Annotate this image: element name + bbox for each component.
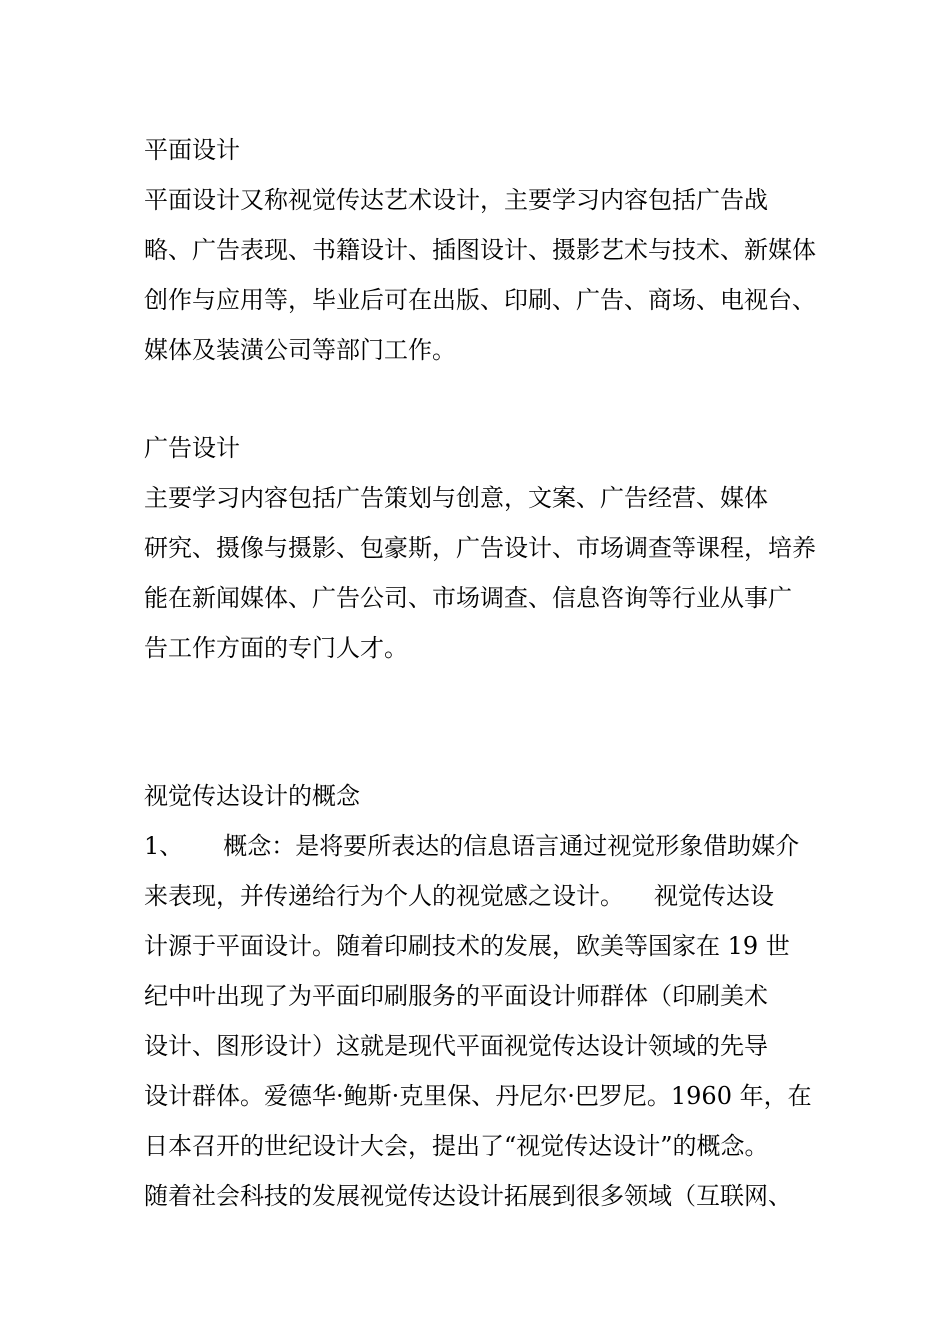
paragraph-line: 纪中叶出现了为平面印刷服务的平面设计师群体（印刷美术	[144, 982, 768, 1010]
paragraph-line: 略、广告表现、书籍设计、插图设计、摄影艺术与技术、新媒体	[144, 236, 816, 264]
paragraph-line: 随着社会科技的发展视觉传达设计拓展到很多领域（互联网、	[144, 1182, 792, 1210]
paragraph-line: 日本召开的世纪设计大会，提出了“视觉传达设计”的概念。	[144, 1132, 769, 1160]
paragraph-line: 创作与应用等，毕业后可在出版、印刷、广告、商场、电视台、	[144, 286, 816, 314]
section-heading: 视觉传达设计的概念	[144, 782, 360, 810]
paragraph-line: 平面设计又称视觉传达艺术设计，主要学习内容包括广告战	[144, 186, 768, 214]
sentence-text: 来表现，并传递给行为个人的视觉感之设计。	[144, 882, 624, 910]
paragraph-line: 媒体及装潢公司等部门工作。	[144, 336, 456, 364]
paragraph-line: 计源于平面设计。随着印刷技术的发展，欧美等国家在 19 世	[144, 932, 790, 960]
paragraph-line: 主要学习内容包括广告策划与创意，文案、广告经营、媒体	[144, 484, 768, 512]
item-number: 1、	[144, 832, 184, 860]
paragraph-line: 能在新闻媒体、广告公司、市场调查、信息咨询等行业从事广	[144, 584, 792, 612]
numbered-item-line	[144, 830, 824, 862]
paragraph-line: 研究、摄像与摄影、包豪斯，广告设计、市场调查等课程，培养	[144, 534, 816, 562]
paragraph-line: 设计群体。爱德华·鲍斯·克里保、丹尼尔·巴罗尼。1960 年，在	[144, 1082, 812, 1110]
section-heading: 平面设计	[144, 136, 240, 164]
item-text: 概念：是将要所表达的信息语言通过视觉形象借助媒介	[223, 832, 800, 860]
paragraph-line	[144, 880, 824, 912]
paragraph-line: 告工作方面的专门人才。	[144, 634, 408, 662]
sentence-text: 视觉传达设	[654, 882, 774, 910]
section-heading: 广告设计	[144, 434, 240, 462]
paragraph-line: 设计、图形设计）这就是现代平面视觉传达设计领域的先导	[144, 1032, 768, 1060]
